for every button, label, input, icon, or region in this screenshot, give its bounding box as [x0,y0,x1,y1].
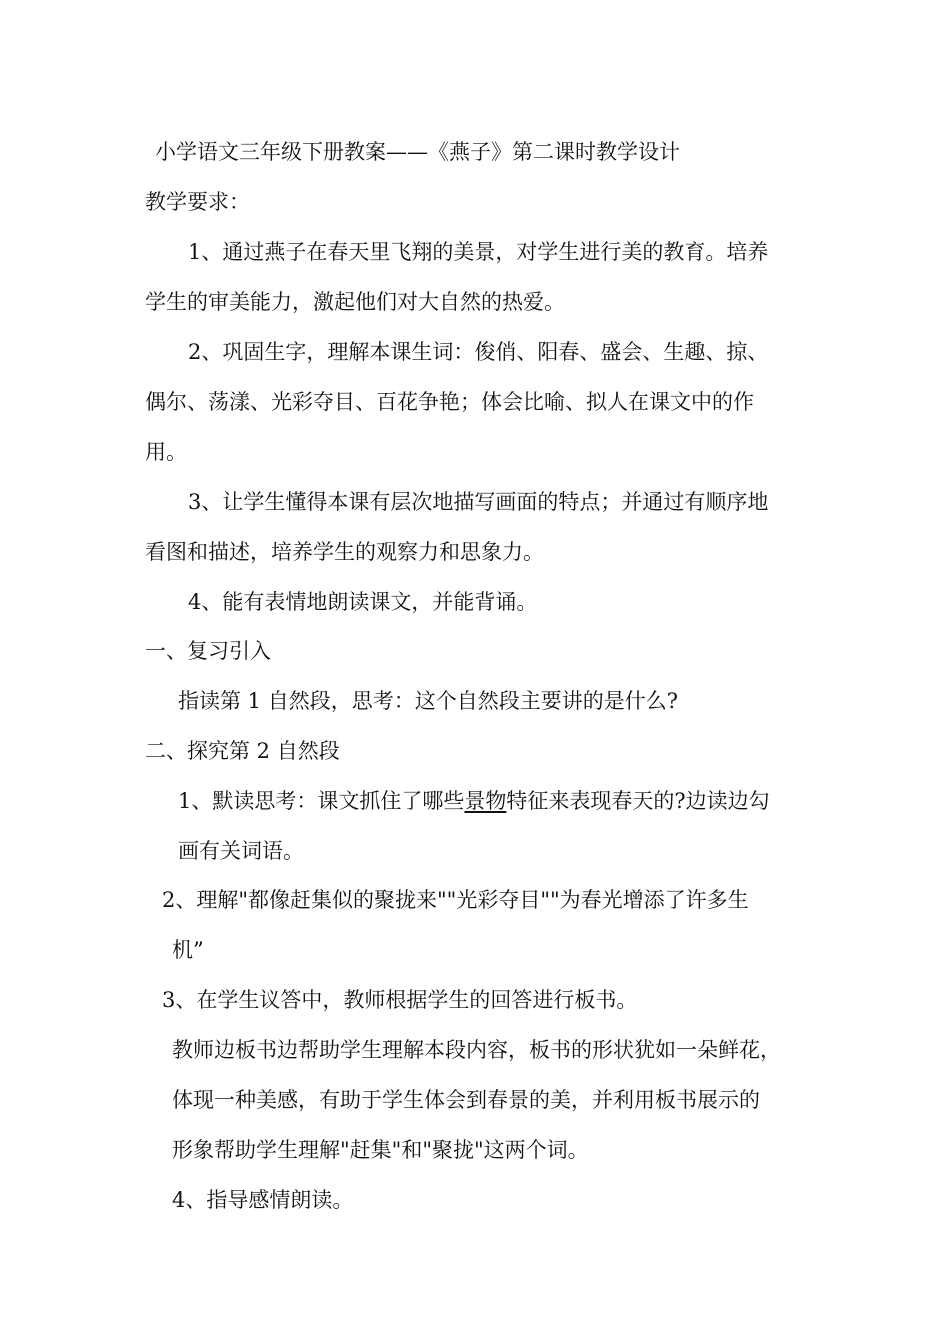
step-2-line-1: 2、理解"都像赶集似的聚拢来""光彩夺目""为春光增添了许多生 [162,888,749,912]
step-3-paragraph-line-3: 形象帮助学生理解"赶集"和"聚拢"这两个词。 [172,1138,589,1162]
requirement-2-line-2: 偶尔、荡漾、光彩夺目、百花争艳；体会比喻、拟人在课文中的作 [145,390,754,414]
step-3: 3、在学生议答中，教师根据学生的回答进行板书。 [162,988,638,1012]
step-1-text-end: 特征来表现春天的?边读边勾 [506,789,770,813]
step-1-text-start: 1、默读思考：课文抓住了哪些 [178,789,465,813]
section-1-text: 指读第 1 自然段，思考：这个自然段主要讲的是什么? [178,689,678,713]
requirement-2-line-1: 2、巩固生字，理解本课生词：俊俏、阳春、盛会、生趣、掠、 [188,340,769,364]
step-4: 4、指导感情朗读。 [172,1188,354,1212]
section-2-heading: 二、探究第 2 自然段 [145,739,340,763]
underlined-word: 景物 [464,789,507,813]
document-title: 小学语文三年级下册教案——《燕子》第二课时教学设计 [155,140,680,164]
requirement-1-line-1: 1、通过燕子在春天里飞翔的美景，对学生进行美的教育。培养 [188,240,769,264]
requirement-1-line-2: 学生的审美能力，激起他们对大自然的热爱。 [145,290,565,314]
step-1-line-1 [178,787,770,815]
step-1-line-2: 画有关词语。 [178,839,304,863]
requirement-3-line-2: 看图和描述，培养学生的观察力和思象力。 [145,540,544,564]
section-1-heading: 一、复习引入 [145,639,271,663]
requirement-4: 4、能有表情地朗读课文，并能背诵。 [188,590,538,614]
step-2-line-2: 机” [172,938,204,962]
step-3-paragraph-line-1: 教师边板书边帮助学生理解本段内容，板书的形状犹如一朵鲜花， [172,1038,781,1062]
requirements-heading: 教学要求： [145,190,250,214]
requirement-3-line-1: 3、让学生懂得本课有层次地描写画面的特点；并通过有顺序地 [188,490,769,514]
step-3-paragraph-line-2: 体现一种美感，有助于学生体会到春景的美，并利用板书展示的 [172,1088,760,1112]
requirement-2-line-3: 用。 [145,440,187,464]
